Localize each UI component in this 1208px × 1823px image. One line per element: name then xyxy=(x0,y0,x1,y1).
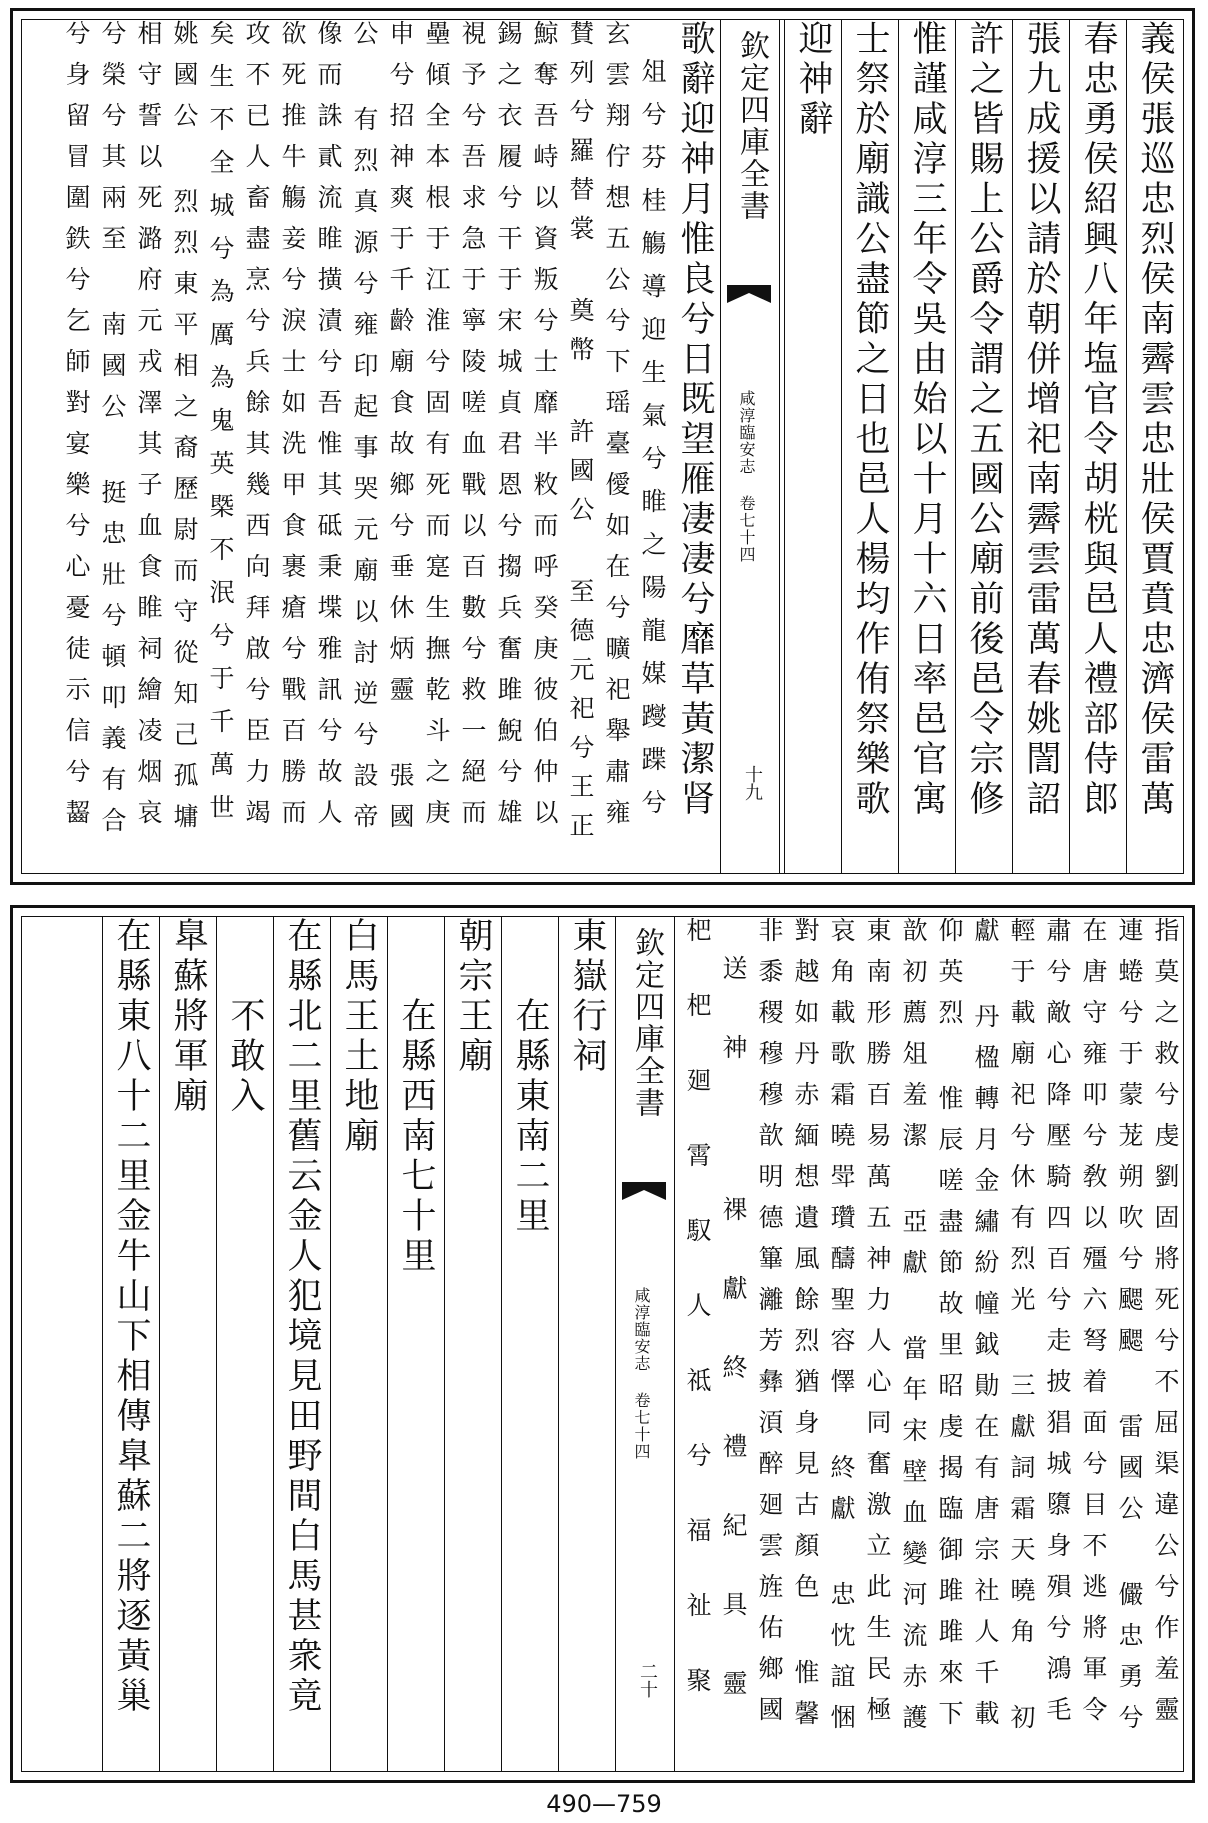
text-column: 輕于載廟祀兮休有烈光 三獻詞霜天曉角 初 xyxy=(1007,917,1036,1745)
column-rule xyxy=(898,20,899,873)
text-column: 士祭於廟識公盡節之日也邑人楊均作侑祭樂歌 xyxy=(850,20,890,820)
text-column: 公 有烈真源兮雍印起事哭元廟以討逆兮設帝 xyxy=(350,20,379,844)
column-rule xyxy=(159,917,160,1771)
text-column: 惟謹咸淳三年令吳由始以十月十六日率邑官寓 xyxy=(907,20,947,820)
column-rule xyxy=(1012,20,1013,873)
text-column: 不敢入 xyxy=(225,997,265,1117)
text-column: 在縣西南七十里 xyxy=(396,997,436,1277)
text-column: 視予兮吾求急于寧陵嗟血戰以百數兮救一絕而 xyxy=(458,20,487,840)
text-column: 東嶽行祠 xyxy=(567,917,607,1077)
text-column: 在縣東南二里 xyxy=(510,997,550,1237)
bottom-page xyxy=(10,905,1195,1783)
text-column: 俎兮芬桂觴導迎生氣兮睢之陽龍媒躞蹀兮 xyxy=(638,58,667,832)
page-number: 二十 xyxy=(637,1662,658,1698)
fishtail-mark-icon xyxy=(622,1182,666,1214)
column-rule xyxy=(501,917,502,1771)
text-column: 賛列兮羅替裳 奠幣 許國公 至德元祀兮王正 xyxy=(566,20,595,851)
text-column: 姚國公 烈烈東平相之裔歷尉而守從知己孤墉 xyxy=(170,20,199,844)
text-column: 張九成援以請於朝併增祀南霽雲雷萬春姚誾詔 xyxy=(1021,20,1061,820)
column-rule xyxy=(444,917,445,1771)
volume-label: 咸淳臨安志 卷七十四 xyxy=(632,1287,651,1460)
text-column: 歌辭迎神月惟良兮日既望雁凄凄兮靡草黃潔肾 xyxy=(675,20,715,820)
column-rule xyxy=(784,20,785,873)
text-column: 像而誅貳流睢撗漬兮吾惟其砥秉堞雅訊兮故人 xyxy=(314,20,343,840)
text-column: 錫之衣履兮干于宋城貞君恩兮搊兵奮雎鯢兮雄 xyxy=(494,20,523,840)
text-column: 杷杷廻霄馭人祗兮福祉聚 xyxy=(683,917,712,1742)
bottom-page-body xyxy=(21,916,1184,1772)
center-margin xyxy=(720,20,780,873)
column-rule xyxy=(102,917,103,1771)
text-column: 兮身留冒圍鉄兮乞師對宴樂兮心憂徒示信兮齧 xyxy=(62,20,91,840)
text-column: 在縣東八十二里金牛山下相傳臯蘇二將逐黃巢 xyxy=(111,917,151,1717)
book-title: 欽定四庫全書 xyxy=(734,30,769,222)
text-column: 東南形勝百易萬五神力人心同奮激立此生民極 xyxy=(863,917,892,1737)
text-column: 義侯張巡忠烈侯南霽雲忠壯侯賈賁忠濟侯雷萬 xyxy=(1135,20,1175,820)
volume-label: 咸淳臨安志 卷七十四 xyxy=(737,390,756,563)
text-column: 春忠勇侯紹興八年塩官令胡桄與邑人禮部侍郎 xyxy=(1078,20,1118,820)
text-column: 非黍稷穆穆歆明德篳灕芳彝湏醉廻雲旌佑鄉國 xyxy=(755,917,784,1737)
text-column: 欲死推牛觴妾兮淚士如洗甲食裹瘡兮戰百勝而 xyxy=(278,20,307,840)
text-column: 臯蘇將軍廟 xyxy=(168,917,208,1117)
text-column: 白馬王土地廟 xyxy=(339,917,379,1157)
text-column: 鯨奪吾峙以資叛兮士靡半敉而呼癸庚彼伯仲以 xyxy=(530,20,559,840)
text-column: 兮榮兮其兩至 南國公 挺忠壯兮頓叩義有合 xyxy=(98,20,127,848)
column-rule xyxy=(955,20,956,873)
text-column: 連蜷兮于蒙茏朔吹兮颸颸 雷國公 儼忠勇兮 xyxy=(1115,917,1144,1745)
catalog-page-code: 490—759 xyxy=(546,1790,662,1818)
center-margin xyxy=(615,917,675,1771)
column-rule xyxy=(1069,20,1070,873)
column-rule xyxy=(841,20,842,873)
text-column: 許之皆賜上公爵令謂之五國公廟前後邑令宗修 xyxy=(964,20,1004,820)
text-column: 肅兮敵心降壓騎四百兮走披猖城隳身殞兮鴻毛 xyxy=(1043,917,1072,1737)
text-column: 攻不已人畜盡烹兮兵餘其幾西向拜啟兮臣力竭 xyxy=(242,20,271,840)
text-column: 指莫之救兮虔劉固將死兮不屈渠違公兮作羞靈 xyxy=(1151,917,1180,1737)
text-column: 申兮招神爽于千齡廟食故鄉兮垂休炳靈 張國 xyxy=(386,20,415,844)
text-column: 朝宗王廟 xyxy=(453,917,493,1077)
column-rule xyxy=(216,917,217,1771)
column-rule xyxy=(330,917,331,1771)
text-column: 玄雲翔佇想五公兮下瑶臺僾如在兮曠祀舉肅雍 xyxy=(602,20,631,840)
text-column: 對越如丹赤緬想遺風餘烈猶身見古顏色 惟馨 xyxy=(791,917,820,1741)
text-column: 哀角載歌霜曉斝瓚醻聖容懌 終獻 忠忱誼悃 xyxy=(827,917,856,1745)
column-rule xyxy=(273,917,274,1771)
text-column: 壘傾全本根于江淮兮固有死而寔生撫乾斗之庚 xyxy=(422,20,451,840)
text-column: 在唐守雍叩兮敎以殭六弩着面兮目不逃將軍令 xyxy=(1079,917,1108,1737)
column-rule xyxy=(1126,20,1127,873)
text-column: 在縣北二里舊云金人犯境見田野間白馬甚衆竟 xyxy=(282,917,322,1717)
column-rule xyxy=(387,917,388,1771)
book-title: 欽定四庫全書 xyxy=(629,927,664,1119)
top-page-body xyxy=(21,19,1184,874)
text-column: 仰英烈 惟辰嗟盡節故里昭虔揭臨御雎雎來下 xyxy=(935,917,964,1741)
column-rule xyxy=(558,917,559,1771)
text-column: 送神 祼獻終禮紀具靈 xyxy=(719,955,748,1749)
text-column: 相守誓以死潞府元戎澤其子血食睢祠繪凌烟哀 xyxy=(134,20,163,840)
page-number: 十九 xyxy=(742,765,763,801)
text-column: 獻 丹楹轉月金繡紛幢鉞勛在有唐宗社人千載 xyxy=(971,917,1000,1741)
fishtail-mark-icon xyxy=(727,285,771,317)
text-column: 歆初薦俎羞潔 亞獻 當年宋壁血變河流赤護 xyxy=(899,917,928,1745)
text-column: 矣生不全城兮為厲為鬼英槩不泯兮于千萬世 xyxy=(206,20,235,837)
top-page xyxy=(10,8,1195,885)
text-column: 迎神辭 xyxy=(793,20,833,140)
